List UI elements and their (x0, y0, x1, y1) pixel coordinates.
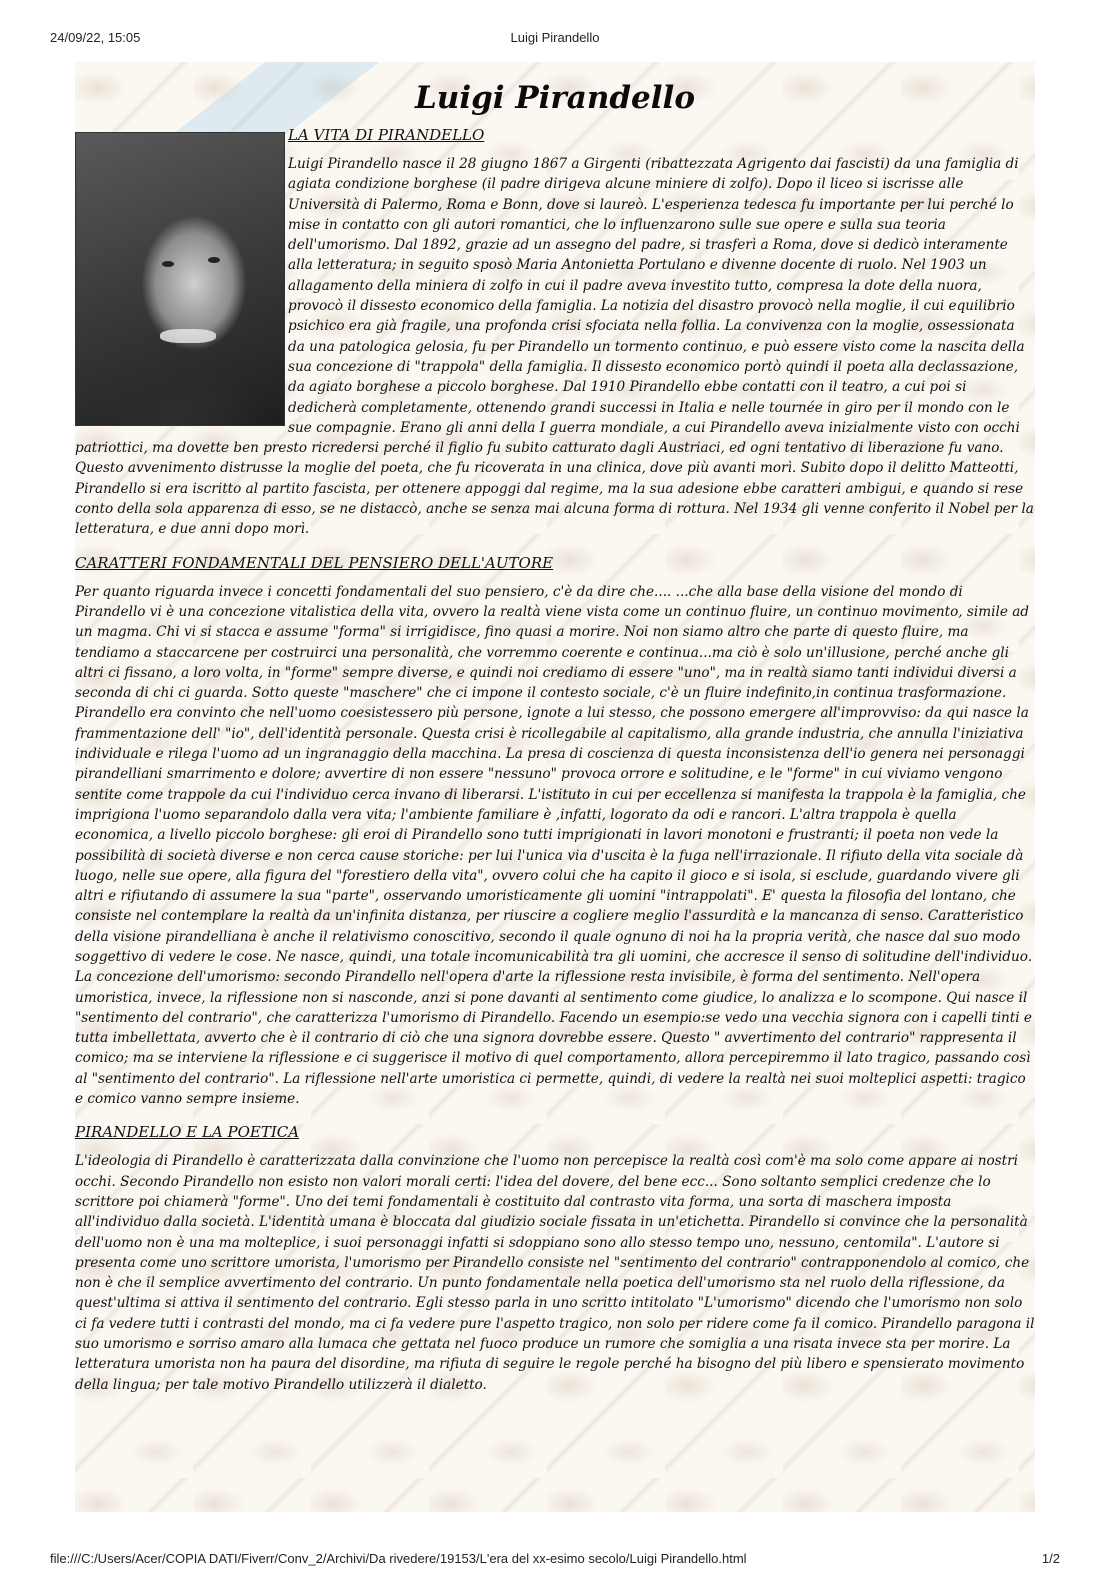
print-page-title: Luigi Pirandello (510, 30, 600, 45)
print-date: 24/09/22, 15:05 (50, 30, 141, 45)
section-paragraph-pensiero: Per quanto riguarda invece i concetti fondamentali del suo pensiero, c'è da dire che.... ...che alla base della visione del mondo di Pirandello vi è una concezione vitalistica della vita, ovvero la realtà viene vista come un continuo fluire, un continuo movimento, simile ad un magma. Chi vi si stacca e assume "forma" si irrigidisce, fino quasi a morire. Noi non siamo altro che parte di questo fluire, ma tendiamo a staccarcene per costruirci una personalità, che vorremmo coerente e continua...ma ciò è solo un'illusione, perché anche gli altri ci fissano, a loro volta, in "forme" sempre diverse, e quindi noi crediamo di essere "uno", ma in realtà siamo tanti individui diversi a seconda di chi ci guarda. Sotto queste "maschere" che ci impone il contesto sociale, c'è un fluire indefinito,in continua trasformazione. Pirandello era convinto che nell'uomo coesistessero più persone, ignote a lui stesso, che possono emergere all'improvviso: da qui nasce la frammentazione dell' "io", dell'identità personale. Questa crisi è ricollegabile al capitalismo, alla grande industria, che annulla l'iniziativa individuale e rilega l'uomo ad un ingranaggio della macchina. La presa di coscienza di questa inconsistenza dell'io genera nei personaggi pirandelliani smarrimento e dolore; avvertire di non essere "nessuno" provoca orrore e solitudine, e le "forme" in cui viviamo vengono sentite come trappole da cui l'individuo cerca invano di liberarsi. L'istituto in cui per eccellenza si manifesta la trappola è la famiglia, che imprigiona l'uomo separandolo dalla vera vita; l'ambiente familiare è ,infatti, logorato da odi e rancori. L'altra trappola è quella economica, a livello piccolo borghese: gli eroi di Pirandello sono tutti imprigionati in lavori monotoni e frustranti; il poeta non vede la possibilità di società diverse e non cerca cause storiche: per lui l'unica via d'uscita è la fuga nell'irrazionale. Il rifiuto della vita sociale dà luogo, nelle sue opere, alla figura del "forestiero della vita", ovvero colui che ha capito il gioco e si isola, si esclude, guardando vivere gli altri e rifiutando di assumere la sua "parte", osservando umoristicamente gli uomini "intrappolati". E' questa la filosofia del lontano, che consiste nel contemplare la realtà da un'infinita distanza, per riuscire a cogliere meglio l'assurdità e la mancanza di senso. Caratteristico della visione pirandelliana è anche il relativismo conoscitivo, secondo il quale ognuno di noi ha la propria verità, che nasce dal suo modo soggettivo di vedere le cose. Ne nasce, quindi, una totale incomunicabilità tra gli uomini, che accresce il senso di solitudine dell'individuo. La concezione dell'umorismo: secondo Pirandello nell'opera d'arte la riflessione resta invisibile, è forma del sentimento. Nell'opera umoristica, invece, la riflessione non si nasconde, anzi si pone davanti al sentimento come giudice, lo analizza e lo scompone. Qui nasce il "sentimento del contrario", che caratterizza l'umorismo di Pirandello. Facendo un esempio:se vedo una vecchia signora con i capelli tinti e tutta imbellettata, avverto che è il contrario di ciò che una signora dovrebbe essere. Questo " avvertimento del contrario" rappresenta il comico; ma se interviene la riflessione e ci suggerisce il motivo di quel comportamento, allora percepiremmo il lato tragico, passando così al "sentimento del contrario". La riflessione nell'arte umoristica ci permette, quindi, di vedere la realtà nei suoi molteplici aspetti: tragico e comico vanno sempre insieme. (75, 583, 1033, 1108)
section-heading-vita: LA VITA DI PIRANDELLO (288, 126, 485, 144)
document-title: Luigi Pirandello (414, 80, 696, 116)
section-heading-pensiero: CARATTERI FONDAMENTALI DEL PENSIERO DELL'AUTORE (75, 553, 554, 572)
document-content (75, 62, 1035, 1512)
section-heading-poetica: PIRANDELLO E LA POETICA (75, 1123, 300, 1142)
print-header (50, 30, 1060, 48)
author-portrait-image (75, 132, 285, 426)
section-paragraph-poetica: L'ideologia di Pirandello è caratterizzata dalla convinzione che l'uomo non percepisce la realtà così com'è ma solo come appare ai nostri occhi. Secondo Pirandello non esisto non valori morali certi: l'idea del dovere, del bene ecc... Sono soltanto semplici credenze che lo scrittore poi chiamerà "forme". Uno dei temi fondamentali è costituito dal contrasto vita forma, una sorta di maschera imposta all'individuo dalla società. L'identità umana è bloccata dal giudizio sociale fissata in un'etichetta. Pirandello si convince che la personalità dell'uomo non è una ma molteplice, i suoi personaggi infatti si sdoppiano sono allo stesso tempo uno, nessuno, centomila". L'autore si presenta come uno scrittore umorista, l'umorismo per Pirandello consiste nel "sentimento del contrario" contrapponendolo al comico, che non è che il semplice avvertimento del contrario. Un punto fondamentale nella poetica dell'umorismo sta nel ruolo della riflessione, da quest'ultima si attiva il sentimento del contrario. Egli stesso parla in uno scritto intitolato "L'umorismo" dicendo che l'umorismo non solo ci fa vedere tutti i contrasti del mondo, ma ci fa vedere pure l'aspetto tragico, non solo per ridere come fa il comico. Pirandello paragona il suo umorismo e sorriso amaro alla lumaca che gettata nel fuoco produce un rumore che somiglia a una risata invece sta per morire. La letteratura umorista non ha paura del disordine, ma rifiuta di seguire le regole perché ha bisogno del più libero e spensierato movimento della lingua; per tale motivo Pirandello utilizzerà il dialetto. (75, 1153, 1035, 1393)
print-footer (50, 1551, 1060, 1569)
page-number: 1/2 (1041, 1551, 1060, 1566)
section-paragraph-vita: Luigi Pirandello nasce il 28 giugno 1867 a Girgenti (ribattezzata Agrigento dai fascisti) da una famiglia di agiata condizione borghese (il padre dirigeva alcune miniere di zolfo). Dopo il liceo si iscrisse alle Università di Palermo, Roma e Bonn, dove si laureò. L'esperienza tedesca fu importante per lui perché lo mise in contatto con gli autori romantici, che lo influenzarono sulle sue opere e sulla sua teoria dell'umorismo. Dal 1892, grazie ad un assegno del padre, si trasferì a Roma, dove si dedicò interamente alla letteratura; in seguito sposò Maria Antonietta Portulano e divenne docente di ruolo. Nel 1903 un allagamento della miniera di zolfo in cui il padre aveva investito tutto, compresa la dote della nuora, provocò il dissesto economico della famiglia. La notizia del disastro provocò nella moglie, il cui equilibrio psichico era già fragile, una profonda crisi sfociata nella follia. La convivenza con la moglie, ossessionata da una patologica gelosia, fu per Pirandello un tormento continuo, e può essere visto come la nascita della sua concezione di "trappola" della famiglia. Il dissesto economico portò quindi il poeta alla declassazione, da agiato borghese a piccolo borghese. Dal 1910 Pirandello ebbe contatti con il teatro, a cui poi si dedicherà completamente, ottenendo grandi successi in Italia e nelle tournée in giro per il mondo con le sue compagnie. Erano gli anni della I guerra mondiale, a cui Pirandello aveva inizialmente visto con occhi patriottici, ma dovette ben presto ricredersi perché il figlio fu subito catturato dagli Austriaci, ed ogni tentativo di liberazione fu vano. Questo avvenimento distrusse la moglie del poeta, che fu ricoverata in una clinica, dove più avanti morì. Subito dopo il delitto Matteotti, Pirandello si era iscritto al partito fascista, per ottenere appoggi dal regime, ma la sua adesione ebbe caratteri ambigui, e quando si rese conto della sola apparenza di esso, se ne distaccò, anche se senza mai alcuna forma di rottura. Nel 1934 gli venne conferito il Nobel per la letteratura, e due anni dopo morì. (75, 156, 1034, 538)
file-path: file:///C:/Users/Acer/COPIA DATI/Fiverr/Conv_2/Archivi/Da rivedere/19153/L'era del xx-esimo secolo/Luigi Pirandello.html (50, 1551, 747, 1566)
